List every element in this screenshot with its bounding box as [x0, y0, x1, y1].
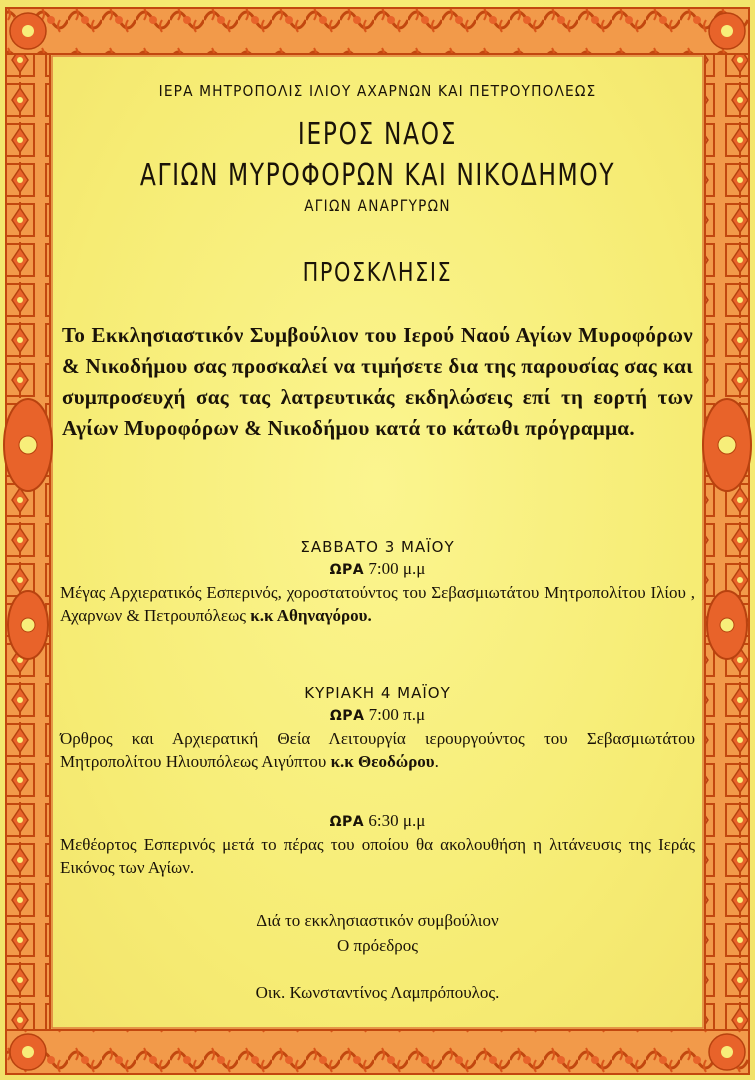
invitation-heading: ΠΡΟΣΚΛΗΣΙΣ	[302, 258, 453, 288]
event-day: ΚΥΡΙΑΚΗ 4 ΜΑΪΟΥ	[304, 684, 451, 702]
description-end: .	[434, 752, 439, 771]
signature-block	[56, 908, 699, 1005]
event-description	[56, 727, 699, 773]
time-label: ΩΡΑ	[329, 814, 365, 830]
event-description	[56, 581, 699, 627]
event-time	[56, 704, 699, 727]
time-value: 7:00 π.μ	[368, 705, 426, 724]
bishop-name: κ.κ Θεοδώρου	[330, 752, 435, 771]
time-value: 7:00 μ.μ	[368, 559, 426, 578]
intro-paragraph: Το Εκκλησιαστικόν Συμβούλιον του Ιερού Ναού Αγίων Μυροφόρων & Νικοδήμου σας προσκαλεί να τιμήσετε δια της παρουσίας σας και συμπροσευχή σας τας λατρευτικάς εκδηλώσεις επί τη εορτή των Αγίων Μυροφόρων & Νικοδήμου κατά το κάτωθι πρόγραμμα.	[62, 323, 693, 440]
bishop-name: κ.κ Αθηναγόρου.	[250, 606, 372, 625]
signature-name: Οικ. Κωνσταντίνος Λαμπρόπουλος.	[255, 983, 500, 1002]
event-sunday-evening	[56, 810, 699, 879]
time-label: ΩΡΑ	[329, 708, 365, 724]
event-saturday	[56, 536, 699, 627]
description-text: Όρθρος και Αρχιερατική Θεία Λειτουργία ιερουργούντος του Σεβασμιωτάτου Μητροπολίτου Ηλιουπόλεως Αιγύπτου	[60, 729, 695, 771]
event-time	[56, 810, 699, 833]
signature-line-1: Διά το εκκλησιαστικόν συμβούλιον	[256, 911, 499, 930]
metropolis-heading: ΙΕΡΑ ΜΗΤΡΟΠΟΛΙΣ ΙΛΙΟΥ ΑΧΑΡΝΩΝ ΚΑΙ ΠΕΤΡΟΥΠΟΛΕΩΣ	[158, 82, 597, 100]
event-day: ΣΑΒΒΑΤΟ 3 ΜΑΪΟΥ	[300, 538, 455, 556]
temple-title: ΙΕΡΟΣ ΝΑΟΣ	[297, 117, 458, 152]
event-time	[56, 558, 699, 581]
temple-subtitle: ΑΓΙΩΝ ΑΝΑΡΓΥΡΩΝ	[304, 196, 451, 215]
time-value: 6:30 μ.μ	[368, 811, 426, 830]
event-description: Μεθέορτος Εσπερινός μετά το πέρας του οποίου θα ακολουθήση η λιτάνευσις της Ιεράς Εικόνος των Αγίων.	[60, 835, 695, 877]
event-sunday	[56, 682, 699, 773]
description-text: Μέγας Αρχιερατικός Εσπερινός, χοροστατούντος του Σεβασμιωτάτου Μητροπολίτου Ιλίου , Αχαρνων & Πετρουπόλεως	[60, 583, 695, 625]
time-label: ΩΡΑ	[329, 562, 365, 578]
signature-line-2: Ο πρόεδρος	[337, 936, 418, 955]
document-content	[56, 0, 699, 1080]
temple-name: ΑΓΙΩΝ ΜΥΡΟΦΟΡΩΝ ΚΑΙ ΝΙΚΟΔΗΜΟΥ	[139, 158, 616, 193]
